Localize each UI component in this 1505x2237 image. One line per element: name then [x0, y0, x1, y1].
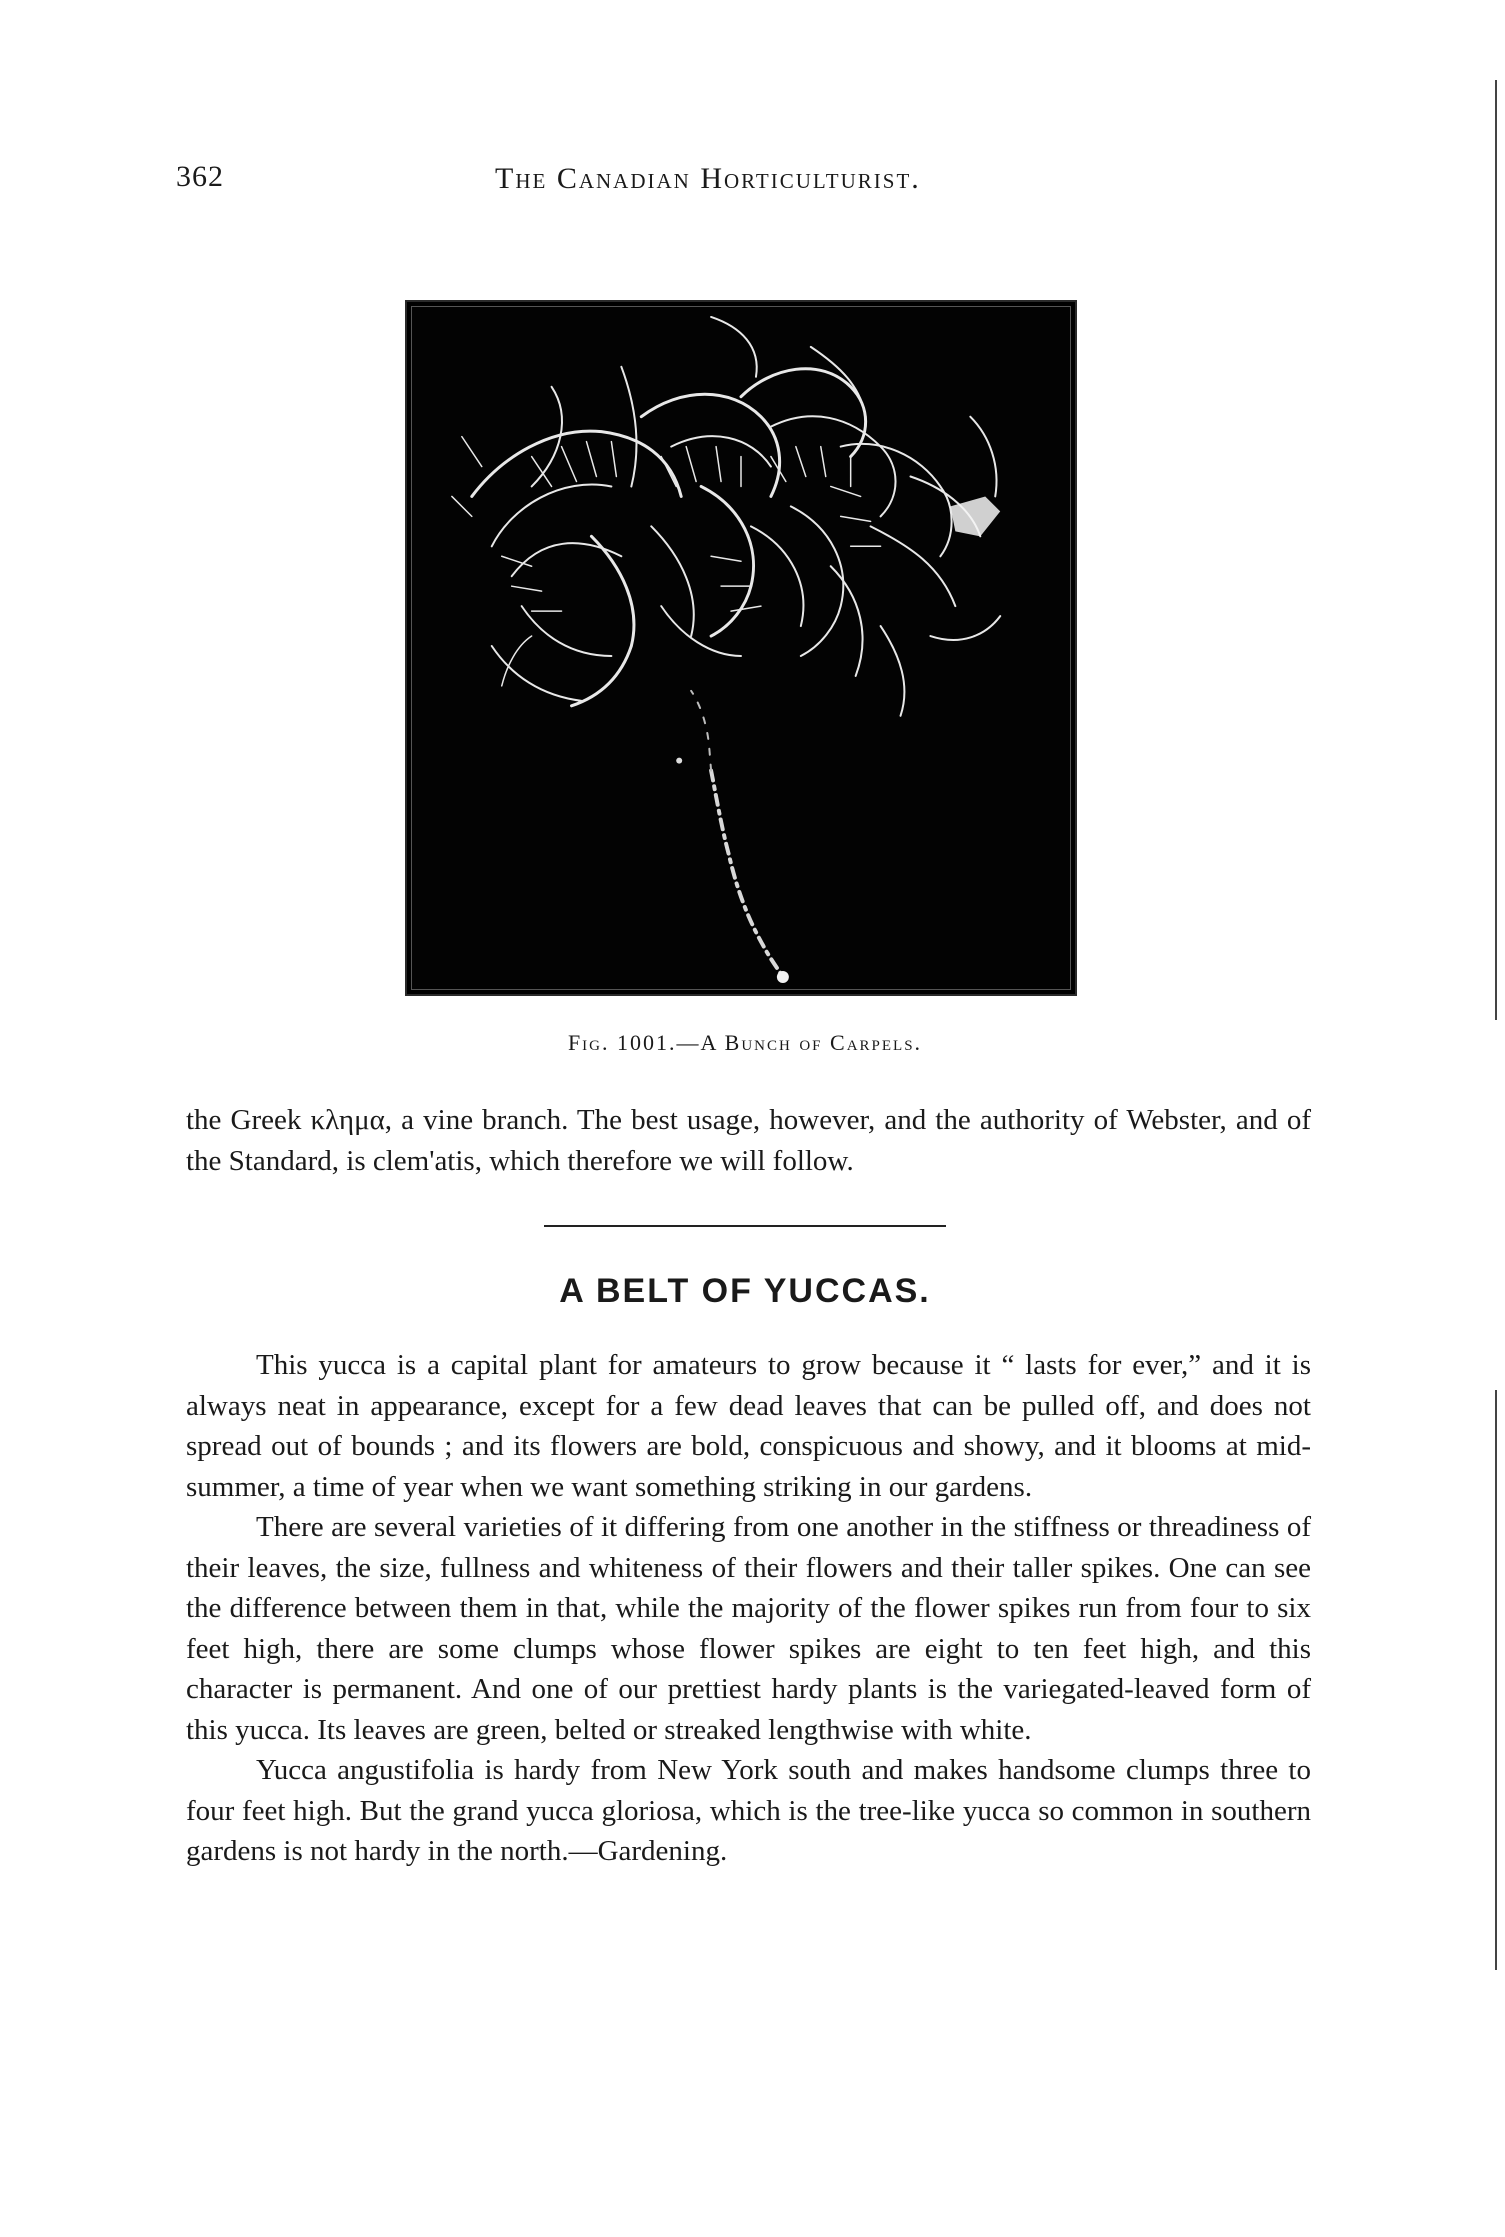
- scan-edge-line: [1495, 80, 1497, 1020]
- figure-photo: [405, 300, 1077, 996]
- running-title: The Canadian Horticulturist.: [495, 162, 921, 195]
- scan-edge-line: [1495, 1390, 1497, 1970]
- section-divider: [544, 1225, 946, 1227]
- figure-caption: Fig. 1001.—A Bunch of Carpels.: [567, 1030, 923, 1055]
- continuation-text: the Greek κλημα, a vine branch. The best usage, however, and the authority of Webster, and of the Standard, is clem'atis, which therefore we will follow.: [186, 1104, 1311, 1177]
- bunch-of-carpels-image: [411, 306, 1071, 990]
- article-paragraph: Yucca angustifolia is hardy from New York south and makes handsome clumps three to four feet high. But the grand yucca gloriosa, which is the tree-like yucca so common in southern gardens is not hardy in the north.—Gardening.: [186, 1754, 1311, 1867]
- page-number: 362: [176, 160, 224, 193]
- article-body: [186, 1345, 1311, 1872]
- article-paragraph: This yucca is a capital plant for amateurs to grow because it “ lasts for ever,” and it is always neat in appearance, except for a few dead leaves that can be pulled off, and does not spread out of bounds ; and its flowers are bold, conspicuous and showy, and it blooms at mid-summer, a time of year when we want something striking in our gardens.: [186, 1349, 1311, 1503]
- carpels-illustration: [412, 307, 1070, 989]
- article-title: A BELT OF YUCCAS.: [559, 1272, 931, 1310]
- article-paragraph: There are several varieties of it differing from one another in the stiffness or threadiness of their leaves, the size, fullness and whiteness of their flowers and their taller spikes. One can see the difference between them in that, while the majority of the flower spikes run from four to six feet high, there are some clumps whose flower spikes are eight to ten feet high, and this character is permanent. And one of our prettiest hardy plants is the variegated-leaved form of this yucca. Its leaves are green, belted or streaked lengthwise with white.: [186, 1511, 1311, 1746]
- continuation-paragraph: [186, 1100, 1311, 1181]
